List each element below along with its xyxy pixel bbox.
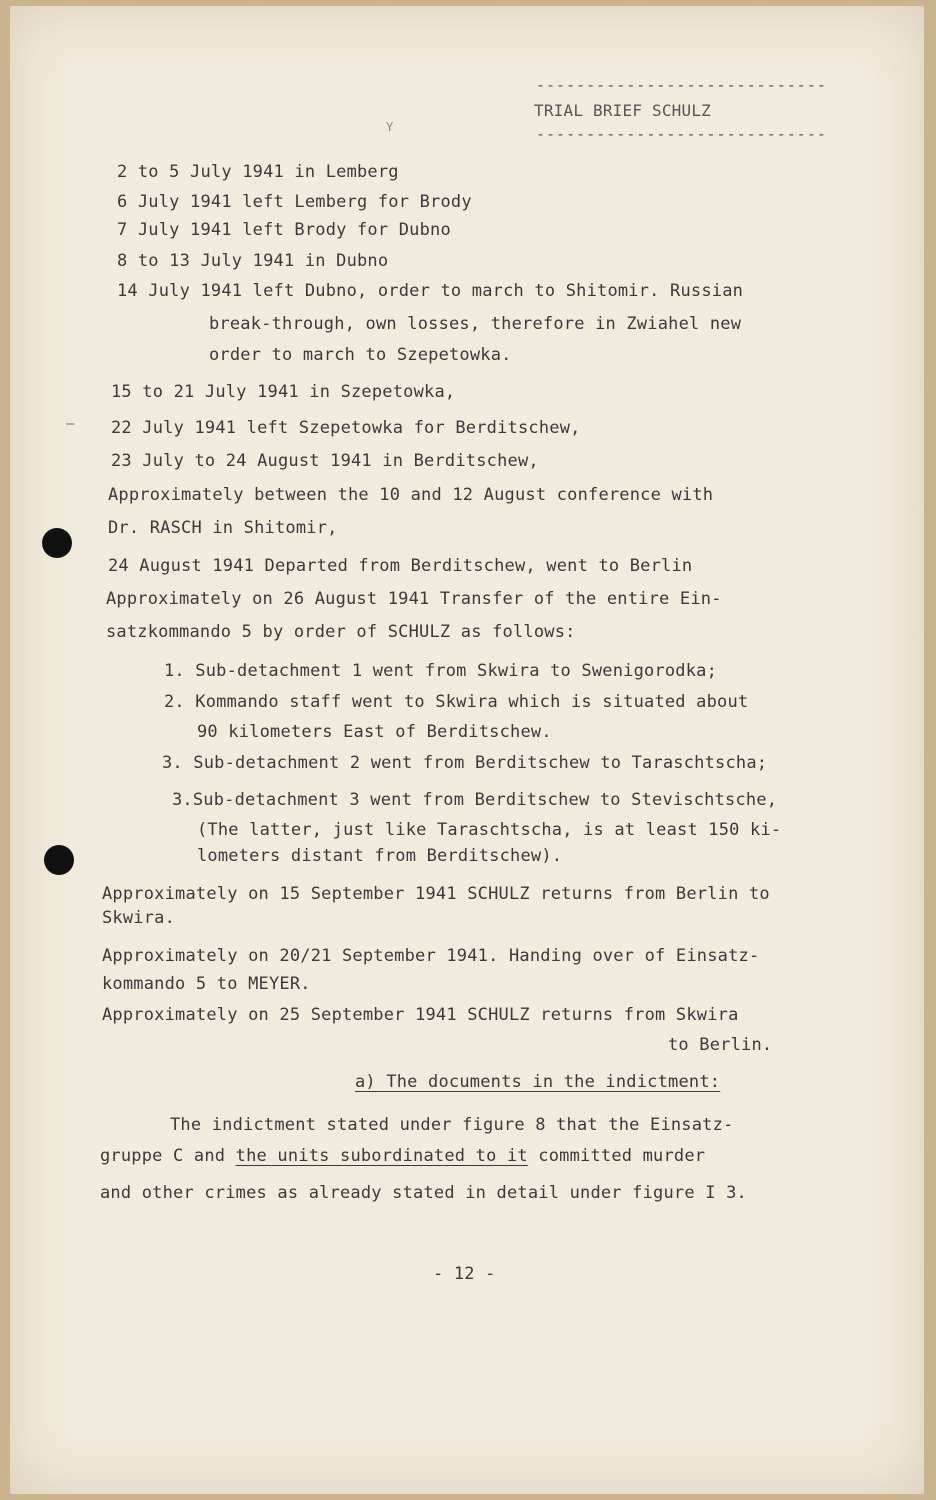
paragraph-line: The indictment stated under figure 8 that the Einsatz- <box>170 1115 734 1135</box>
document-title: TRIAL BRIEF SCHULZ <box>534 101 711 120</box>
paragraph-text: gruppe C and <box>100 1146 236 1166</box>
entry-line: Approximately on 15 September 1941 SCHULZ returns from Berlin to <box>102 884 770 904</box>
entry-line: Dr. RASCH in Shitomir, <box>108 518 338 538</box>
section-heading: a) The documents in the indictment: <box>355 1072 721 1092</box>
entry-line: Approximately between the 10 and 12 August conference with <box>108 485 714 505</box>
paragraph-text: committed murder <box>527 1146 706 1166</box>
page-number: - 12 - <box>433 1264 496 1284</box>
entry-line: 15 to 21 July 1941 in Szepetowka, <box>111 382 456 402</box>
entry-line: kommando 5 to MEYER. <box>102 974 311 994</box>
header-rule-bottom: ----------------------------- <box>536 125 827 143</box>
stray-mark: Y <box>386 120 394 134</box>
punch-hole-top <box>42 528 72 558</box>
transfer-item: (The latter, just like Taraschtscha, is at least 150 ki- <box>197 820 782 840</box>
transfer-item: 90 kilometers East of Berditschew. <box>197 722 552 742</box>
entry-line: satzkommando 5 by order of SCHULZ as follows: <box>106 622 576 642</box>
paragraph-line: and other crimes as already stated in detail under figure I 3. <box>100 1183 747 1203</box>
entry-line: 24 August 1941 Departed from Berditschew, went to Berlin <box>108 556 693 576</box>
entry-line: 14 July 1941 left Dubno, order to march to Shitomir. Russian <box>117 281 744 301</box>
entry-line: Skwira. <box>102 908 176 928</box>
margin-dash: – <box>66 416 75 432</box>
transfer-item: 1. Sub-detachment 1 went from Skwira to Swenigorodka; <box>164 661 718 681</box>
punch-hole-bottom <box>44 845 74 875</box>
transfer-item: 3.Sub-detachment 3 went from Berditschew to Stevischtsche, <box>172 790 778 810</box>
entry-line: Approximately on 26 August 1941 Transfer of the entire Ein- <box>106 589 722 609</box>
entry-line: order to march to Szepetowka. <box>209 345 512 365</box>
transfer-item: 3. Sub-detachment 2 went from Berditschew to Taraschtscha; <box>162 753 768 773</box>
transfer-item: lometers distant from Berditschew). <box>197 846 563 866</box>
entry-line: 23 July to 24 August 1941 in Berditschew, <box>111 451 539 471</box>
entry-line: Approximately on 20/21 September 1941. Handing over of Einsatz- <box>102 946 760 966</box>
paragraph-underlined-text: the units subordinated to it <box>235 1146 528 1166</box>
transfer-item: 2. Kommando staff went to Skwira which is situated about <box>164 692 749 712</box>
entry-line: break-through, own losses, therefore in Zwiahel new <box>209 314 742 334</box>
entry-line: 6 July 1941 left Lemberg for Brody <box>117 192 472 212</box>
entry-line: Approximately on 25 September 1941 SCHULZ returns from Skwira <box>102 1005 739 1025</box>
entry-line: 8 to 13 July 1941 in Dubno <box>117 251 389 271</box>
paragraph-line <box>100 1146 705 1166</box>
entry-line: 2 to 5 July 1941 in Lemberg <box>117 162 399 182</box>
entry-line: 7 July 1941 left Brody for Dubno <box>117 220 451 240</box>
header-rule-top: ----------------------------- <box>536 76 827 94</box>
entry-line: 22 July 1941 left Szepetowka for Berditschew, <box>111 418 581 438</box>
entry-line: to Berlin. <box>668 1035 773 1055</box>
